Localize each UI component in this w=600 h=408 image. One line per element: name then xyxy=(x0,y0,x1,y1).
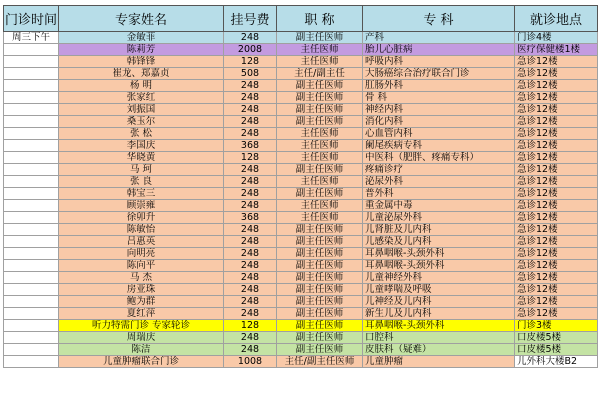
cell-location: 急诊12楼 xyxy=(515,272,598,284)
cell-title: 副主任医师 xyxy=(277,92,363,104)
cell-time xyxy=(4,92,59,104)
table-row xyxy=(4,344,598,356)
cell-specialty: 皮肤科（疑难） xyxy=(363,344,515,356)
cell-specialty: 产科 xyxy=(363,32,515,44)
table-row xyxy=(4,140,598,152)
cell-title: 主任医师 xyxy=(277,140,363,152)
cell-title: 主任/副主任医师 xyxy=(277,356,363,368)
table-row xyxy=(4,116,598,128)
cell-expert-name: 鲍为群 xyxy=(59,296,224,308)
cell-time xyxy=(4,308,59,320)
table-row xyxy=(4,248,598,260)
header-location: 就诊地点 xyxy=(515,6,598,32)
cell-title: 副主任医师 xyxy=(277,272,363,284)
cell-expert-name: 陈洁 xyxy=(59,344,224,356)
cell-fee: 248 xyxy=(224,248,277,260)
cell-time xyxy=(4,224,59,236)
cell-expert-name: 周瑞庆 xyxy=(59,332,224,344)
cell-fee: 508 xyxy=(224,68,277,80)
cell-fee: 248 xyxy=(224,32,277,44)
cell-specialty: 消化内科 xyxy=(363,116,515,128)
cell-title: 副主任医师 xyxy=(277,296,363,308)
cell-time xyxy=(4,200,59,212)
cell-specialty: 阑尾疾病专科 xyxy=(363,140,515,152)
cell-fee: 368 xyxy=(224,212,277,224)
cell-title: 副主任医师 xyxy=(277,32,363,44)
table-row xyxy=(4,224,598,236)
cell-expert-name: 吕惠英 xyxy=(59,236,224,248)
cell-title: 副主任医师 xyxy=(277,248,363,260)
cell-time xyxy=(4,104,59,116)
cell-specialty: 儿童哮喘及呼吸 xyxy=(363,284,515,296)
cell-fee: 248 xyxy=(224,344,277,356)
cell-specialty: 儿童肿瘤 xyxy=(363,356,515,368)
table-row xyxy=(4,128,598,140)
cell-time xyxy=(4,128,59,140)
cell-specialty: 疼痛诊疗 xyxy=(363,164,515,176)
cell-title: 主任医师 xyxy=(277,152,363,164)
cell-specialty: 耳鼻咽喉-头颈外科 xyxy=(363,248,515,260)
cell-time xyxy=(4,176,59,188)
cell-fee: 248 xyxy=(224,164,277,176)
cell-time: 周三下午 xyxy=(4,32,59,44)
cell-location: 急诊12楼 xyxy=(515,104,598,116)
table-row xyxy=(4,164,598,176)
cell-location: 急诊12楼 xyxy=(515,164,598,176)
cell-location: 急诊12楼 xyxy=(515,128,598,140)
cell-location: 急诊12楼 xyxy=(515,68,598,80)
table-row xyxy=(4,188,598,200)
cell-expert-name: 桑玉尔 xyxy=(59,116,224,128)
cell-time xyxy=(4,356,59,368)
table-row xyxy=(4,296,598,308)
cell-location: 儿外科大楼B2 xyxy=(515,356,598,368)
cell-specialty: 中医科（肥胖、疼痛专科） xyxy=(363,152,515,164)
cell-expert-name: 顾崇雍 xyxy=(59,200,224,212)
cell-location: 急诊12楼 xyxy=(515,116,598,128)
cell-expert-name: 陈敏怡 xyxy=(59,224,224,236)
cell-expert-name: 刘振国 xyxy=(59,104,224,116)
cell-fee: 1008 xyxy=(224,356,277,368)
cell-specialty: 神经内科 xyxy=(363,104,515,116)
cell-time xyxy=(4,44,59,56)
cell-fee: 248 xyxy=(224,80,277,92)
cell-specialty: 儿感染及儿内科 xyxy=(363,236,515,248)
cell-time xyxy=(4,56,59,68)
cell-fee: 128 xyxy=(224,152,277,164)
cell-expert-name: 儿童肿瘤联合门诊 xyxy=(59,356,224,368)
cell-time xyxy=(4,272,59,284)
table-row xyxy=(4,92,598,104)
table-row xyxy=(4,308,598,320)
table-row xyxy=(4,44,598,56)
header-row xyxy=(4,6,598,32)
cell-expert-name: 张 松 xyxy=(59,128,224,140)
cell-title: 副主任医师 xyxy=(277,188,363,200)
cell-location: 口皮楼5楼 xyxy=(515,332,598,344)
cell-location: 急诊12楼 xyxy=(515,308,598,320)
cell-expert-name: 韩宝三 xyxy=(59,188,224,200)
table-row xyxy=(4,80,598,92)
cell-location: 急诊12楼 xyxy=(515,284,598,296)
cell-time xyxy=(4,236,59,248)
cell-fee: 248 xyxy=(224,308,277,320)
cell-specialty: 心血管内科 xyxy=(363,128,515,140)
header-fee: 挂号费 xyxy=(224,6,277,32)
cell-expert-name: 张家红 xyxy=(59,92,224,104)
clinic-schedule-table xyxy=(3,5,598,368)
cell-time xyxy=(4,344,59,356)
cell-specialty: 呼吸内科 xyxy=(363,56,515,68)
cell-location: 口皮楼5楼 xyxy=(515,344,598,356)
cell-specialty: 肛肠外科 xyxy=(363,80,515,92)
cell-title: 副主任医师 xyxy=(277,284,363,296)
cell-expert-name: 崔龙、郑嘉贞 xyxy=(59,68,224,80)
header-title: 职 称 xyxy=(277,6,363,32)
table-row xyxy=(4,68,598,80)
cell-time xyxy=(4,284,59,296)
table-row xyxy=(4,56,598,68)
cell-time xyxy=(4,296,59,308)
cell-title: 副主任医师 xyxy=(277,308,363,320)
table-row xyxy=(4,272,598,284)
cell-title: 副主任医师 xyxy=(277,164,363,176)
cell-location: 门诊4楼 xyxy=(515,32,598,44)
table-row xyxy=(4,320,598,332)
cell-time xyxy=(4,320,59,332)
table-row xyxy=(4,260,598,272)
cell-specialty: 新生儿及儿内科 xyxy=(363,308,515,320)
cell-location: 急诊12楼 xyxy=(515,56,598,68)
cell-specialty: 口腔科 xyxy=(363,332,515,344)
cell-expert-name: 向明亮 xyxy=(59,248,224,260)
header-time: 门诊时间 xyxy=(4,6,59,32)
cell-expert-name: 徐卯升 xyxy=(59,212,224,224)
cell-specialty: 儿神经及儿内科 xyxy=(363,296,515,308)
cell-specialty: 普外科 xyxy=(363,188,515,200)
cell-fee: 248 xyxy=(224,224,277,236)
cell-specialty: 儿童神经外科 xyxy=(363,272,515,284)
cell-fee: 248 xyxy=(224,284,277,296)
cell-location: 急诊12楼 xyxy=(515,200,598,212)
cell-specialty: 儿肾脏及儿内科 xyxy=(363,224,515,236)
cell-fee: 248 xyxy=(224,236,277,248)
table-row xyxy=(4,212,598,224)
cell-location: 急诊12楼 xyxy=(515,188,598,200)
cell-time xyxy=(4,80,59,92)
cell-time xyxy=(4,68,59,80)
cell-time xyxy=(4,212,59,224)
cell-expert-name: 陈向平 xyxy=(59,260,224,272)
cell-time xyxy=(4,188,59,200)
cell-expert-name: 听力特需门诊 专家轮诊 xyxy=(59,320,224,332)
cell-time xyxy=(4,164,59,176)
cell-location: 急诊12楼 xyxy=(515,248,598,260)
cell-location: 急诊12楼 xyxy=(515,80,598,92)
cell-title: 主任医师 xyxy=(277,128,363,140)
cell-title: 副主任医师 xyxy=(277,224,363,236)
cell-location: 急诊12楼 xyxy=(515,176,598,188)
cell-location: 急诊12楼 xyxy=(515,140,598,152)
cell-title: 主任医师 xyxy=(277,176,363,188)
cell-title: 副主任医师 xyxy=(277,116,363,128)
cell-location: 门诊3楼 xyxy=(515,320,598,332)
cell-expert-name: 夏红萍 xyxy=(59,308,224,320)
cell-expert-name: 陈莉芳 xyxy=(59,44,224,56)
schedule-sheet xyxy=(0,5,600,368)
cell-title: 主任医师 xyxy=(277,212,363,224)
cell-time xyxy=(4,152,59,164)
cell-time xyxy=(4,332,59,344)
cell-expert-name: 华晓黄 xyxy=(59,152,224,164)
cell-specialty: 胎儿心脏病 xyxy=(363,44,515,56)
cell-title: 主任医师 xyxy=(277,44,363,56)
cell-location: 急诊12楼 xyxy=(515,212,598,224)
table-row xyxy=(4,356,598,368)
cell-location: 急诊12楼 xyxy=(515,236,598,248)
cell-fee: 248 xyxy=(224,332,277,344)
schedule-body xyxy=(4,32,598,368)
cell-expert-name: 李国庆 xyxy=(59,140,224,152)
cell-time xyxy=(4,116,59,128)
cell-location: 急诊12楼 xyxy=(515,296,598,308)
cell-specialty: 骨 科 xyxy=(363,92,515,104)
cell-location: 医疗保健楼1楼 xyxy=(515,44,598,56)
table-row xyxy=(4,32,598,44)
cell-fee: 248 xyxy=(224,272,277,284)
cell-title: 副主任医师 xyxy=(277,344,363,356)
cell-title: 副主任医师 xyxy=(277,236,363,248)
table-row xyxy=(4,236,598,248)
cell-fee: 368 xyxy=(224,140,277,152)
cell-specialty: 重金属中毒 xyxy=(363,200,515,212)
cell-location: 急诊12楼 xyxy=(515,260,598,272)
cell-specialty: 耳鼻咽喉-头颈外科 xyxy=(363,260,515,272)
cell-expert-name: 金敏菲 xyxy=(59,32,224,44)
cell-fee: 248 xyxy=(224,128,277,140)
cell-fee: 128 xyxy=(224,320,277,332)
cell-fee: 128 xyxy=(224,56,277,68)
cell-title: 副主任医师 xyxy=(277,104,363,116)
cell-expert-name: 房亚珠 xyxy=(59,284,224,296)
cell-fee: 248 xyxy=(224,92,277,104)
cell-title: 主任医师 xyxy=(277,56,363,68)
cell-fee: 248 xyxy=(224,116,277,128)
cell-location: 急诊12楼 xyxy=(515,152,598,164)
table-row xyxy=(4,104,598,116)
cell-specialty: 泌尿外科 xyxy=(363,176,515,188)
cell-title: 副主任医师 xyxy=(277,320,363,332)
cell-fee: 248 xyxy=(224,200,277,212)
table-row xyxy=(4,284,598,296)
cell-time xyxy=(4,248,59,260)
cell-title: 主任/副主任 xyxy=(277,68,363,80)
cell-location: 急诊12楼 xyxy=(515,92,598,104)
header-expert-name: 专家姓名 xyxy=(59,6,224,32)
cell-title: 副主任医师 xyxy=(277,332,363,344)
header-specialty: 专 科 xyxy=(363,6,515,32)
cell-time xyxy=(4,260,59,272)
cell-title: 副主任医师 xyxy=(277,80,363,92)
cell-fee: 248 xyxy=(224,188,277,200)
cell-title: 主任医师 xyxy=(277,200,363,212)
cell-specialty: 耳鼻咽喉-头颈外科 xyxy=(363,320,515,332)
cell-title: 副主任医师 xyxy=(277,260,363,272)
cell-specialty: 大肠癌综合治疗联合门诊 xyxy=(363,68,515,80)
cell-fee: 248 xyxy=(224,296,277,308)
table-row xyxy=(4,152,598,164)
cell-expert-name: 马 杰 xyxy=(59,272,224,284)
cell-expert-name: 杨 明 xyxy=(59,80,224,92)
cell-time xyxy=(4,140,59,152)
cell-expert-name: 马 珂 xyxy=(59,164,224,176)
cell-location: 急诊12楼 xyxy=(515,224,598,236)
table-row xyxy=(4,176,598,188)
table-row xyxy=(4,332,598,344)
cell-expert-name: 张 良 xyxy=(59,176,224,188)
table-row xyxy=(4,200,598,212)
cell-fee: 248 xyxy=(224,104,277,116)
cell-fee: 2008 xyxy=(224,44,277,56)
cell-specialty: 儿童泌尿外科 xyxy=(363,212,515,224)
cell-fee: 248 xyxy=(224,176,277,188)
cell-fee: 248 xyxy=(224,260,277,272)
cell-expert-name: 韩锋锋 xyxy=(59,56,224,68)
